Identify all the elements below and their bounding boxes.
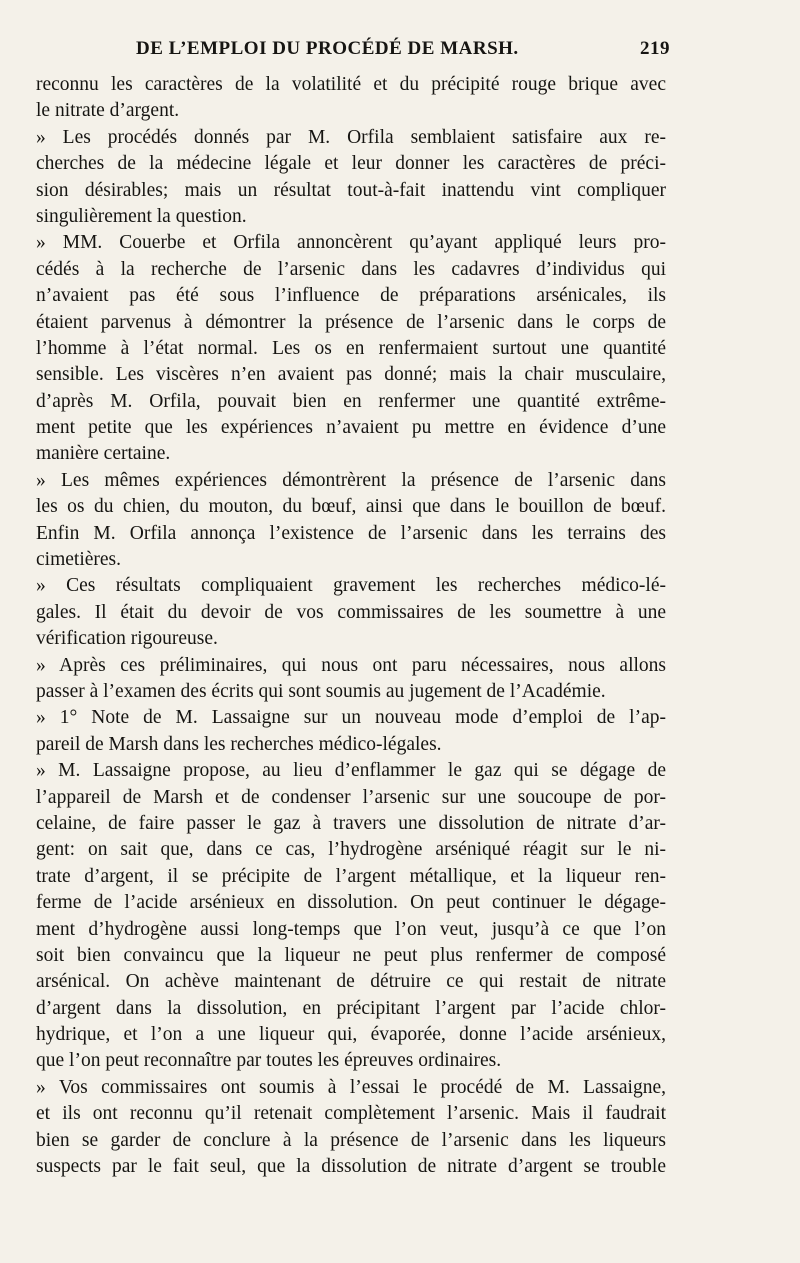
paragraph (36, 705, 666, 758)
text-line: trate d’argent, il se précipite de l’argent métallique, et la liqueur ren- (36, 865, 666, 887)
page-header (36, 30, 670, 66)
text-line: » Les procédés donnés par M. Orfila semblaient satisfaire aux re- (36, 126, 666, 148)
text-line: sensible. Les viscères n’en avaient pas donné; mais la chair musculaire, (36, 364, 666, 386)
text-line: gales. Il était du devoir de vos commissaires de les soumettre à une (36, 601, 666, 623)
text-line: les os du chien, du mouton, du bœuf, ainsi que dans le bouillon de bœuf. (36, 496, 666, 518)
text-line: ferme de l’acide arsénieux en dissolution. On peut continuer le dégage- (36, 892, 666, 914)
text-line: » Ces résultats compliquaient gravement les recherches médico-lé- (36, 575, 666, 597)
text-line: étaient parvenus à démontrer la présence de l’arsenic dans le corps de (36, 311, 666, 333)
text-line: vérification rigoureuse. (36, 628, 218, 650)
text-line: gent: on sait que, dans ce cas, l’hydrogène arséniqué réagit sur le ni- (36, 839, 666, 861)
page-number: 219 (640, 38, 670, 59)
text-line: que l’on peut reconnaître par toutes les épreuves ordinaires. (36, 1050, 502, 1072)
text-line: ment petite que les expériences n’avaient pu mettre en évidence d’une (36, 417, 666, 439)
text-line: cimetières. (36, 549, 121, 571)
text-line: passer à l’examen des écrits qui sont soumis au jugement de l’Académie. (36, 680, 606, 702)
text-line: arsénical. On achève maintenant de détruire ce qui restait de nitrate (36, 971, 666, 993)
text-line: l’appareil de Marsh et de condenser l’arsenic sur une soucoupe de por- (36, 786, 666, 808)
paragraph (36, 230, 666, 468)
text-line: celaine, de faire passer le gaz à travers une dissolution de nitrate d’ar- (36, 812, 666, 834)
paragraph (36, 468, 666, 574)
text-line: reconnu les caractères de la volatilité et du précipité rouge brique avec (36, 74, 666, 95)
body-text (36, 72, 666, 1180)
text-line: » MM. Couerbe et Orfila annoncèrent qu’ayant appliqué leurs pro- (36, 232, 666, 254)
text-line: pareil de Marsh dans les recherches médico-légales. (36, 733, 442, 755)
text-line: sion désirables; mais un résultat tout-à-fait inattendu vint compliquer (36, 179, 666, 201)
text-line: n’avaient pas été sous l’influence de préparations arsénicales, ils (36, 285, 666, 307)
text-line: hydrique, et l’on a une liqueur qui, évaporée, donne l’acide arsénieux, (36, 1024, 666, 1046)
running-title: DE L’EMPLOI DU PROCÉDÉ DE MARSH. (136, 38, 519, 59)
text-line: et ils ont reconnu qu’il retenait complètement l’arsenic. Mais il faudrait (36, 1103, 666, 1125)
text-line: soit bien convaincu que la liqueur ne peut plus renfermer de composé (36, 944, 666, 966)
paragraph (36, 125, 666, 231)
text-line: ment d’hydrogène aussi long-temps que l’on veut, jusqu’à ce que l’on (36, 918, 666, 940)
text-line: » Vos commissaires ont soumis à l’essai le procédé de M. Lassaigne, (36, 1076, 666, 1098)
text-line: manière certaine. (36, 443, 171, 465)
paragraph (36, 72, 666, 125)
text-line: » Les mêmes expériences démontrèrent la présence de l’arsenic dans (36, 469, 666, 491)
text-line: cherches de la médecine légale et leur donner les caractères de préci- (36, 153, 666, 175)
text-line: Enfin M. Orfila annonça l’existence de l’arsenic dans les terrains des (36, 522, 666, 544)
text-line: » Après ces préliminaires, qui nous ont paru nécessaires, nous allons (36, 654, 666, 676)
paragraph (36, 653, 666, 706)
text-line: le nitrate d’argent. (36, 100, 180, 122)
paragraph (36, 758, 666, 1075)
text-line: cédés à la recherche de l’arsenic dans les cadavres d’individus qui (36, 258, 666, 280)
text-line: l’homme à l’état normal. Les os en renfermaient surtout une quantité (36, 337, 666, 359)
text-line: d’après M. Orfila, pouvait bien en renfermer une quantité extrême- (36, 390, 666, 412)
text-line: suspects par le fait seul, que la dissolution de nitrate d’argent se trouble (36, 1156, 666, 1178)
paragraph (36, 1075, 666, 1181)
text-line: bien se garder de conclure à la présence de l’arsenic dans les liqueurs (36, 1129, 666, 1151)
book-page (36, 30, 670, 1180)
paragraph (36, 573, 666, 652)
text-line: » 1° Note de M. Lassaigne sur un nouveau mode d’emploi de l’ap- (36, 707, 666, 729)
text-line: d’argent dans la dissolution, en précipitant l’argent par l’acide chlor- (36, 997, 666, 1019)
text-line: » M. Lassaigne propose, au lieu d’enflammer le gaz qui se dégage de (36, 760, 666, 782)
text-line: singulièrement la question. (36, 205, 247, 227)
